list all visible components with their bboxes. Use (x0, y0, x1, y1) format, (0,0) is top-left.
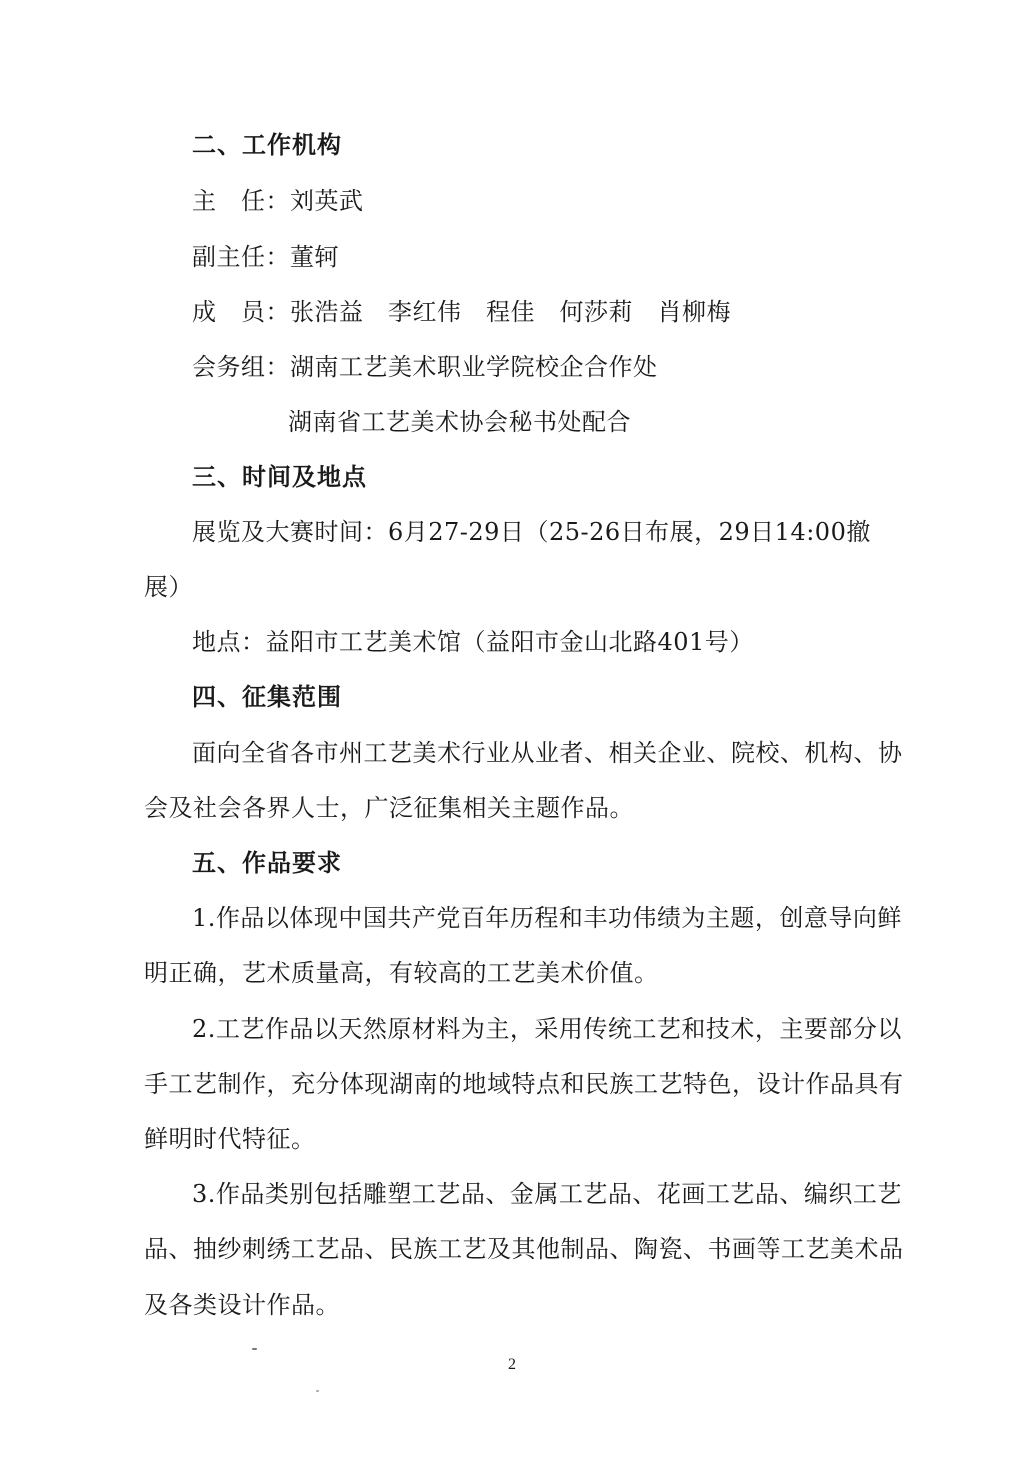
section-heading-organization: 二、工作机构 (192, 131, 342, 159)
page-number: 2 (508, 1356, 516, 1373)
requirement-2-line: 2.工艺作品以天然原材料为主，采用传统工艺和技术，主要部分以 (192, 1015, 902, 1043)
requirement-3-line: 及各类设计作品。 (144, 1291, 340, 1319)
director-line: 主 任：刘英武 (192, 187, 364, 215)
requirement-1-line: 明正确，艺术质量高，有较高的工艺美术价值。 (144, 959, 659, 987)
scope-paragraph-line: 会及社会各界人士，广泛征集相关主题作品。 (144, 794, 634, 822)
requirement-3-line: 3.作品类别包括雕塑工艺品、金属工艺品、花画工艺品、编织工艺 (192, 1180, 902, 1208)
affairs-group-line-continued: 湖南省工艺美术协会秘书处配合 (288, 408, 631, 436)
scan-speck (252, 1348, 257, 1350)
affairs-group-line: 会务组：湖南工艺美术职业学院校企合作处 (192, 353, 658, 381)
section-heading-time-place: 三、时间及地点 (192, 463, 367, 491)
schedule-line: 展览及大赛时间：6月27-29日（25-26日布展，29日14:00撤 (192, 518, 871, 546)
scope-paragraph-line: 面向全省各市州工艺美术行业从业者、相关企业、院校、机构、协 (192, 739, 903, 767)
deputy-director-line: 副主任：董轲 (192, 243, 339, 271)
section-heading-requirements: 五、作品要求 (192, 849, 342, 877)
requirement-1-line: 1.作品以体现中国共产党百年历程和丰功伟绩为主题，创意导向鲜 (192, 904, 902, 932)
venue-line: 地点：益阳市工艺美术馆（益阳市金山北路401号） (192, 628, 754, 656)
schedule-line-continued: 展） (144, 573, 193, 601)
scan-speck (316, 1390, 319, 1392)
requirement-3-line: 品、抽纱刺绣工艺品、民族工艺及其他制品、陶瓷、书画等工艺美术品 (144, 1235, 904, 1263)
members-line: 成 员：张浩益 李红伟 程佳 何莎莉 肖柳梅 (192, 298, 731, 326)
requirement-2-line: 鲜明时代特征。 (144, 1125, 316, 1153)
requirement-2-line: 手工艺制作，充分体现湖南的地域特点和民族工艺特色，设计作品具有 (144, 1070, 904, 1098)
section-heading-scope: 四、征集范围 (192, 683, 342, 711)
